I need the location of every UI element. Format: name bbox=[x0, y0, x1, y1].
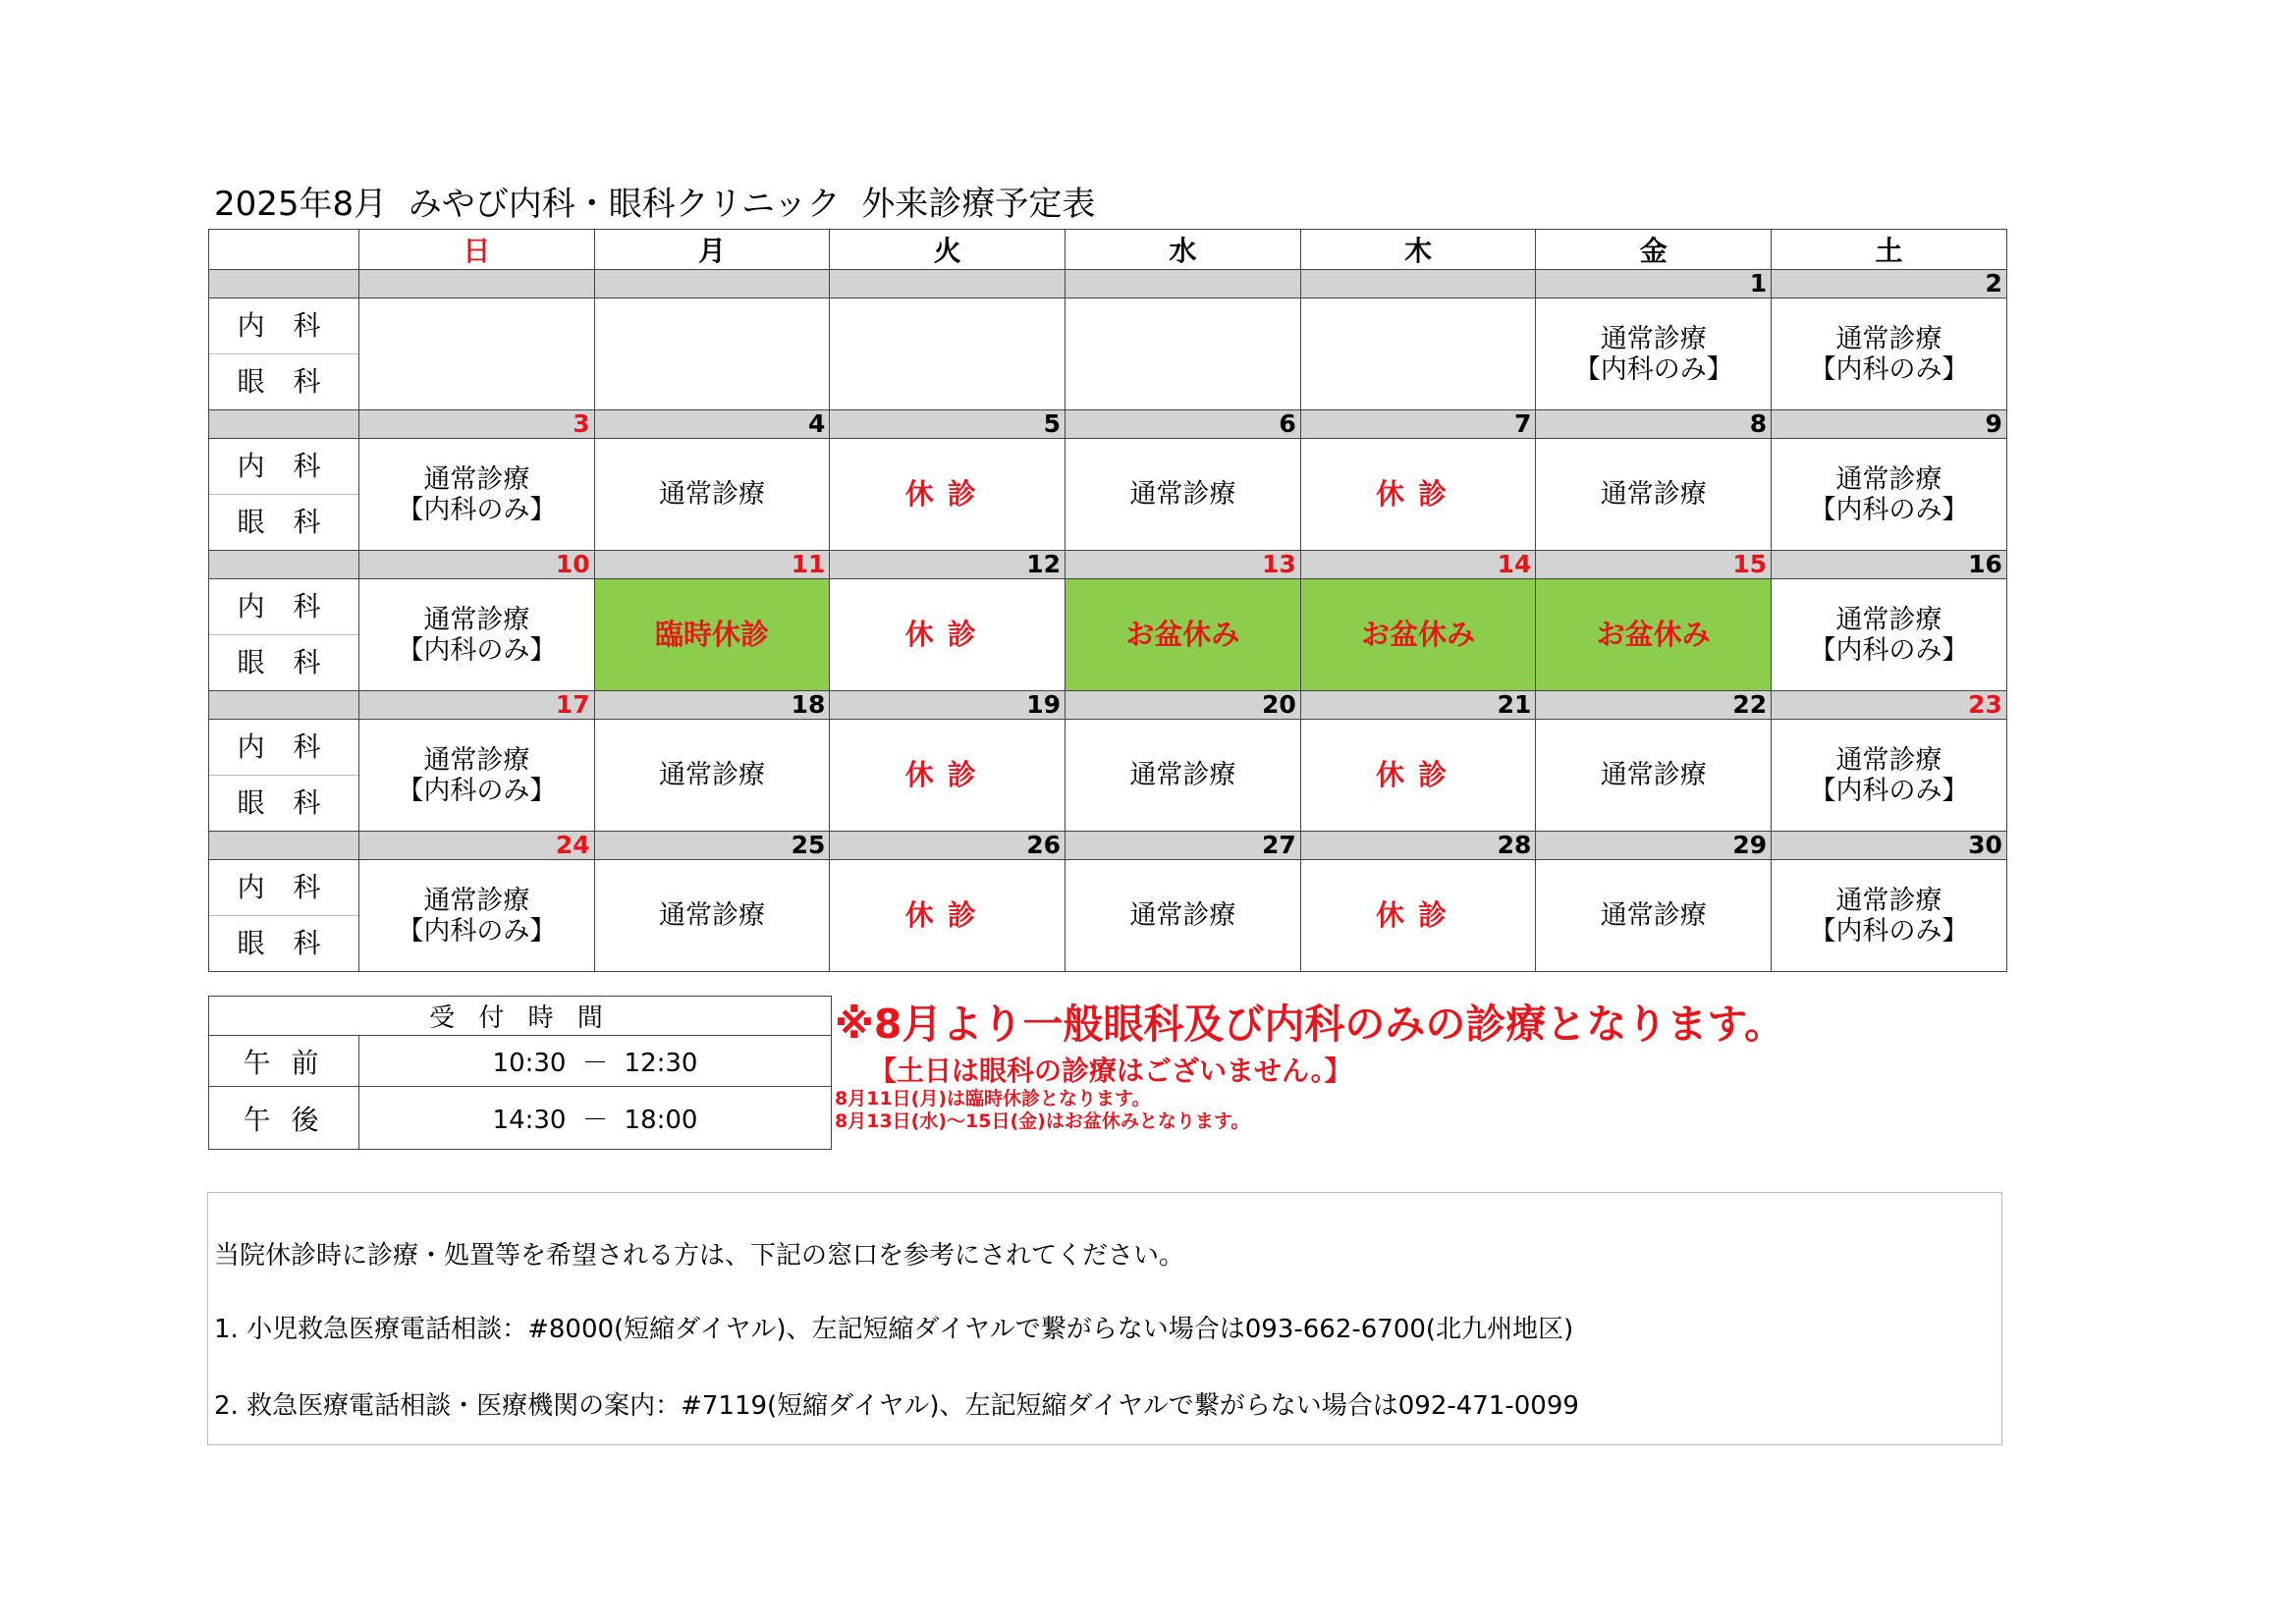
weekday-saturday: 土 bbox=[1772, 230, 2007, 270]
date-number: 9 bbox=[1772, 410, 2007, 439]
schedule-status: 通常診療 【内科のみ】 bbox=[1809, 885, 1969, 947]
schedule-cell bbox=[1772, 579, 2007, 691]
schedule-status: お盆休み bbox=[1361, 617, 1476, 651]
schedule-status: 通常診療 bbox=[1600, 479, 1707, 510]
label-internal-medicine: 内 科 bbox=[209, 860, 358, 916]
date-number: 11 bbox=[594, 551, 830, 579]
schedule-cell bbox=[830, 860, 1066, 972]
date-number: 24 bbox=[359, 832, 595, 860]
date-number: 10 bbox=[359, 551, 595, 579]
schedule-cell bbox=[1772, 298, 2007, 410]
schedule-status: 通常診療 【内科のみ】 bbox=[1573, 323, 1733, 385]
date-row-label-cell bbox=[209, 270, 359, 298]
info-intro: 当院休診時に診療・処置等を希望される方は、下記の窓口を参考にされてください。 bbox=[214, 1241, 1185, 1271]
schedule-row bbox=[209, 439, 2007, 551]
schedule-cell bbox=[594, 298, 830, 410]
schedule-cell bbox=[830, 298, 1066, 410]
date-number: 22 bbox=[1536, 691, 1772, 720]
label-internal-medicine: 内 科 bbox=[209, 579, 358, 635]
notice-main: ※8月より一般眼科及び内科のみの診療となります。 bbox=[835, 1001, 1785, 1048]
schedule-cell bbox=[1066, 720, 1301, 832]
info-item-pediatric: 1. 小児救急医療電話相談：#8000(短縮ダイヤル)、左記短縮ダイヤルで繋がらない場合は093-662-6700(北九州地区) bbox=[214, 1315, 1574, 1344]
schedule-cell bbox=[594, 579, 830, 691]
schedule-status: 通常診療 【内科のみ】 bbox=[1809, 604, 1969, 666]
schedule-cell bbox=[359, 720, 595, 832]
schedule-cell bbox=[594, 860, 830, 972]
schedule-cell bbox=[1536, 439, 1772, 551]
schedule-cell bbox=[359, 579, 595, 691]
schedule-status: 通常診療 bbox=[1600, 760, 1707, 790]
hours-header: 受 付 時 間 bbox=[209, 997, 832, 1036]
weekday-friday: 金 bbox=[1536, 230, 1772, 270]
schedule-cell bbox=[359, 860, 595, 972]
calendar-table bbox=[208, 229, 2007, 972]
date-number: 30 bbox=[1772, 832, 2007, 860]
label-internal-medicine: 内 科 bbox=[209, 720, 358, 776]
schedule-status: 休診 bbox=[904, 617, 990, 651]
date-number: 23 bbox=[1772, 691, 2007, 720]
date-row-label-cell bbox=[209, 691, 359, 720]
date-number bbox=[1066, 270, 1301, 298]
schedule-status: 通常診療 【内科のみ】 bbox=[1809, 323, 1969, 385]
page-title: 2025年8月 みやび内科・眼科クリニック 外来診療予定表 bbox=[214, 185, 1096, 224]
schedule-cell bbox=[1536, 720, 1772, 832]
schedule-status: 休診 bbox=[1376, 897, 1461, 932]
schedule-cell bbox=[1066, 439, 1301, 551]
date-number: 29 bbox=[1536, 832, 1772, 860]
hours-time-morning: 10:30 － 12:30 bbox=[359, 1036, 832, 1087]
schedule-status: 通常診療 【内科のみ】 bbox=[397, 463, 557, 525]
schedule-status: お盆休み bbox=[1596, 617, 1711, 651]
date-number: 27 bbox=[1066, 832, 1301, 860]
label-internal-medicine: 内 科 bbox=[209, 439, 358, 495]
date-number: 1 bbox=[1536, 270, 1772, 298]
department-labels bbox=[209, 860, 359, 972]
date-number-row bbox=[209, 270, 2007, 298]
schedule-cell bbox=[830, 439, 1066, 551]
date-number: 18 bbox=[594, 691, 830, 720]
schedule-status: 休診 bbox=[904, 757, 990, 791]
date-number bbox=[594, 270, 830, 298]
schedule-cell bbox=[359, 298, 595, 410]
date-number: 20 bbox=[1066, 691, 1301, 720]
date-number: 16 bbox=[1772, 551, 2007, 579]
label-ophthalmology: 眼 科 bbox=[237, 786, 331, 819]
schedule-row bbox=[209, 579, 2007, 691]
weekday-header-row bbox=[209, 230, 2007, 270]
schedule-cell bbox=[1300, 860, 1536, 972]
schedule-cell bbox=[359, 439, 595, 551]
schedule-status: 通常診療 bbox=[1129, 760, 1236, 790]
date-number: 6 bbox=[1066, 410, 1301, 439]
label-ophthalmology: 眼 科 bbox=[237, 506, 331, 538]
date-number-row bbox=[209, 832, 2007, 860]
schedule-status: 通常診療 bbox=[1129, 479, 1236, 510]
schedule-cell bbox=[594, 720, 830, 832]
schedule-row bbox=[209, 860, 2007, 972]
date-number: 19 bbox=[830, 691, 1066, 720]
label-ophthalmology: 眼 科 bbox=[237, 646, 331, 678]
schedule-status: 通常診療 【内科のみ】 bbox=[397, 604, 557, 666]
label-ophthalmology: 眼 科 bbox=[237, 365, 331, 398]
schedule-cell bbox=[1300, 439, 1536, 551]
schedule-row bbox=[209, 720, 2007, 832]
schedule-status: 休診 bbox=[904, 897, 990, 932]
date-row-label-cell bbox=[209, 551, 359, 579]
department-labels bbox=[209, 298, 359, 410]
schedule-status: 通常診療 【内科のみ】 bbox=[397, 885, 557, 947]
schedule-status: お盆休み bbox=[1125, 617, 1240, 651]
notice-temporary-closure: 8月11日(月)は臨時休診となります。 bbox=[835, 1088, 1151, 1110]
schedule-status: 通常診療 bbox=[1129, 900, 1236, 931]
weekday-thursday: 木 bbox=[1300, 230, 1536, 270]
date-number: 13 bbox=[1066, 551, 1301, 579]
schedule-cell bbox=[1536, 579, 1772, 691]
date-number: 7 bbox=[1300, 410, 1536, 439]
schedule-cell bbox=[1300, 579, 1536, 691]
schedule-cell bbox=[1300, 298, 1536, 410]
date-number-row bbox=[209, 551, 2007, 579]
date-number-row bbox=[209, 691, 2007, 720]
schedule-cell bbox=[1066, 860, 1301, 972]
date-number: 2 bbox=[1772, 270, 2007, 298]
date-number: 4 bbox=[594, 410, 830, 439]
schedule-cell bbox=[1300, 720, 1536, 832]
date-row-label-cell bbox=[209, 832, 359, 860]
department-labels bbox=[209, 720, 359, 832]
date-number-row bbox=[209, 410, 2007, 439]
date-number: 8 bbox=[1536, 410, 1772, 439]
label-internal-medicine: 内 科 bbox=[209, 298, 358, 354]
schedule-cell bbox=[1536, 298, 1772, 410]
weekday-wednesday: 水 bbox=[1066, 230, 1301, 270]
hours-label-morning: 午 前 bbox=[209, 1036, 359, 1087]
date-number: 14 bbox=[1300, 551, 1536, 579]
schedule-cell bbox=[1066, 298, 1301, 410]
schedule-cell bbox=[1772, 720, 2007, 832]
info-item-emergency: 2. 救急医療電話相談・医療機関の案内：#7119(短縮ダイヤル)、左記短縮ダイヤルで繋がらない場合は092-471-0099 bbox=[214, 1391, 1579, 1421]
header-corner bbox=[209, 230, 359, 270]
label-ophthalmology: 眼 科 bbox=[237, 927, 331, 959]
schedule-status: 通常診療 bbox=[659, 900, 766, 931]
date-number bbox=[359, 270, 595, 298]
date-number: 21 bbox=[1300, 691, 1536, 720]
schedule-status: 通常診療 【内科のみ】 bbox=[1809, 744, 1969, 806]
date-number: 28 bbox=[1300, 832, 1536, 860]
schedule-row bbox=[209, 298, 2007, 410]
schedule-status: 通常診療 bbox=[659, 760, 766, 790]
date-number: 25 bbox=[594, 832, 830, 860]
schedule-status: 休診 bbox=[1376, 757, 1461, 791]
department-labels bbox=[209, 439, 359, 551]
date-number: 15 bbox=[1536, 551, 1772, 579]
weekday-tuesday: 火 bbox=[830, 230, 1066, 270]
schedule-cell bbox=[830, 720, 1066, 832]
date-number bbox=[1300, 270, 1536, 298]
notice-weekend: 【土日は眼科の診療はございません。】 bbox=[869, 1055, 1352, 1087]
date-number: 12 bbox=[830, 551, 1066, 579]
date-number bbox=[830, 270, 1066, 298]
schedule-status: 通常診療 【内科のみ】 bbox=[397, 744, 557, 806]
department-labels bbox=[209, 579, 359, 691]
weekday-monday: 月 bbox=[594, 230, 830, 270]
schedule-status: 休診 bbox=[904, 476, 990, 511]
notice-obon-holiday: 8月13日(水)～15日(金)はお盆休みとなります。 bbox=[835, 1110, 1250, 1132]
date-number: 26 bbox=[830, 832, 1066, 860]
date-row-label-cell bbox=[209, 410, 359, 439]
schedule-cell bbox=[1772, 860, 2007, 972]
schedule-cell bbox=[1536, 860, 1772, 972]
schedule-status: 臨時休診 bbox=[655, 617, 770, 651]
schedule-status: 通常診療 bbox=[659, 479, 766, 510]
weekday-sunday: 日 bbox=[359, 230, 595, 270]
schedule-cell bbox=[594, 439, 830, 551]
hours-label-afternoon: 午 後 bbox=[209, 1087, 359, 1150]
hours-time-afternoon: 14:30 － 18:00 bbox=[359, 1087, 832, 1150]
reception-hours-table bbox=[208, 996, 832, 1150]
schedule-status: 通常診療 bbox=[1600, 900, 1707, 931]
date-number: 17 bbox=[359, 691, 595, 720]
date-number: 5 bbox=[830, 410, 1066, 439]
schedule-status: 通常診療 【内科のみ】 bbox=[1809, 463, 1969, 525]
schedule-cell bbox=[1772, 439, 2007, 551]
schedule-status: 休診 bbox=[1376, 476, 1461, 511]
schedule-cell bbox=[830, 579, 1066, 691]
schedule-cell bbox=[1066, 579, 1301, 691]
date-number: 3 bbox=[359, 410, 595, 439]
